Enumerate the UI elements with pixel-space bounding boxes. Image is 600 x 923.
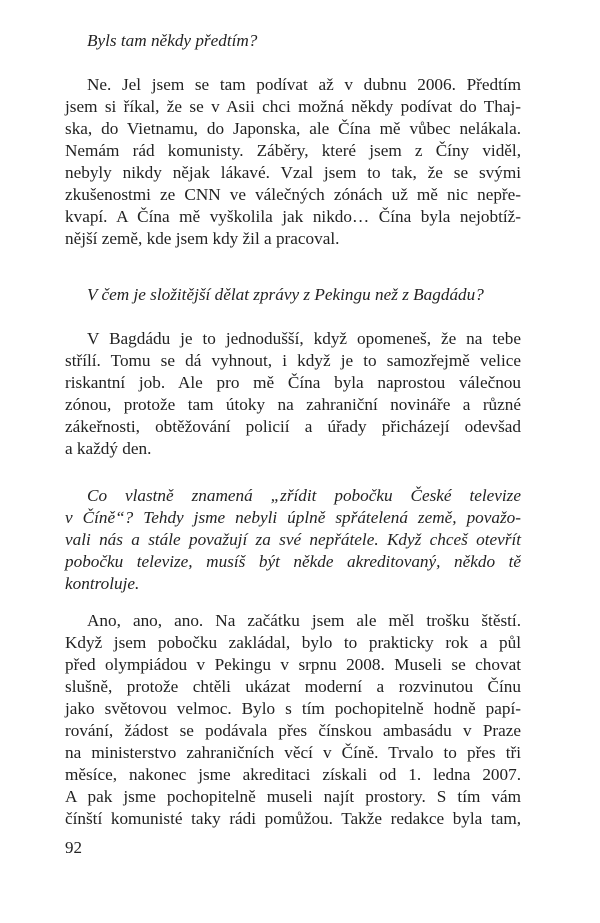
line: jsem si říkal, že se v Asii chci možná někdy podívat do Thaj-: [65, 97, 521, 116]
line: slušně, protože chtěli ukázat moderní a rozvinutou Čínu: [65, 677, 521, 696]
answer-2: [65, 328, 521, 460]
line: zónou, protože tam útoky na zahraniční novináře a různé: [65, 395, 521, 414]
line: Nemám rád komunisty. Záběry, které jsem z Číny viděl,: [65, 141, 521, 160]
line: a každý den.: [65, 439, 152, 458]
line: zkušenostmi ze CNN ve válečných zónách už mě nic nepře-: [65, 185, 521, 204]
line: čínští komunisté taky rádi pomůžou. Takže redakce byla tam,: [65, 809, 521, 828]
line: V čem je složitější dělat zprávy z Pekingu než z Bagdádu?: [87, 285, 484, 304]
line: Ano, ano, ano. Na začátku jsem ale měl trošku štěstí.: [87, 611, 521, 630]
line: nebyly nikdy nějak lákavé. Vzal jsem to tak, že se svými: [65, 163, 521, 182]
question-2: [65, 284, 521, 306]
question-3: [65, 485, 521, 595]
line: zákeřnosti, obtěžování policií a úřady přicházejí odevšad: [65, 417, 521, 436]
line: měsíce, nakonec jsme akreditaci získali od 1. ledna 2007.: [65, 765, 521, 784]
line: V Bagdádu je to jednodušší, když opomeneš, že na tebe: [87, 329, 521, 348]
line: vali nás a stále považují za své nepřátele. Když chceš otevřít: [65, 530, 521, 549]
line: Ne. Jel jsem se tam podívat až v dubnu 2006. Předtím: [87, 75, 521, 94]
line: na ministerstvo zahraničních věcí v Číně. Trvalo to přes tři: [65, 743, 521, 762]
line: riskantní job. Ale pro mě Čína byla naprostou válečnou: [65, 373, 521, 392]
line: v Číně“? Tehdy jsme nebyli úplně spřátelená země, považo-: [65, 508, 521, 527]
line: rování, žádost se podávala přes čínskou ambasádu v Praze: [65, 721, 521, 740]
line: kvapí. A Čína mě vyškolila jak nikdo… Čína byla nejobtíž-: [65, 207, 521, 226]
line: jako světovou velmoc. Bylo s tím pochopitelně hodně papí-: [65, 699, 521, 718]
line: střílí. Tomu se dá vyhnout, i když je to samozřejmě velice: [65, 351, 521, 370]
line: pobočku televize, musíš být někde akreditovaný, někdo tě: [65, 552, 521, 571]
line: Byls tam někdy předtím?: [87, 31, 258, 50]
line: Když jsem pobočku zakládal, bylo to prakticky rok a půl: [65, 633, 521, 652]
line: nější země, kde jsem kdy žil a pracoval.: [65, 229, 340, 248]
line: před olympiádou v Pekingu v srpnu 2008. Museli se chovat: [65, 655, 521, 674]
line: ska, do Vietnamu, do Japonska, ale Čína mě vůbec nelákala.: [65, 119, 521, 138]
answer-1: [65, 74, 521, 250]
page-number: 92: [65, 838, 82, 857]
line: A pak jsme pochopitelně museli najít prostory. S tím vám: [65, 787, 521, 806]
line: Co vlastně znamená „zřídit pobočku České televize: [87, 486, 521, 505]
line: kontroluje.: [65, 574, 140, 593]
question-1: [65, 30, 521, 52]
answer-3: [65, 610, 521, 830]
